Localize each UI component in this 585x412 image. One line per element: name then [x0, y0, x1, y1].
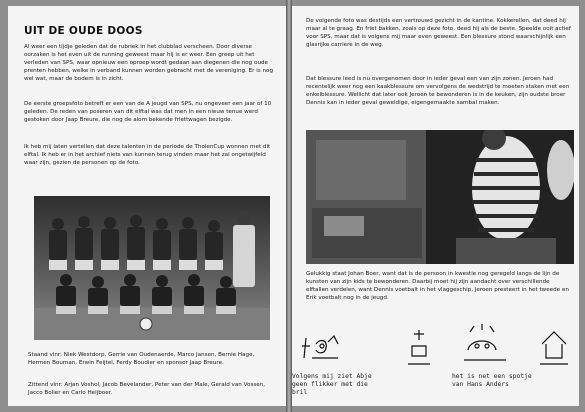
cartoon-far-right-drawing: [536, 324, 572, 368]
article-title: UIT DE OUDE DOOS: [24, 25, 143, 37]
kantine-paragraph: De volgende foto was destijds een vertrouwd gezicht in de kantine. Kokkerellen, dat deed hij maar al te graag. En friet bakken, zoals op deze foto, deed hij als de beste. Speelde ooit actief voor SPS, maar dat is volgens mij maar even geweest. Een blessure stond waarschijnlijk een glasrijke carriere in de weg.: [306, 18, 571, 48]
cartoon-caption-right-line-2: van Hans Anders: [452, 381, 509, 388]
cartoon-middle: [404, 326, 434, 368]
kitchen-photo: [306, 130, 574, 264]
tholencup-paragraph: Ik heb mij laten vertellen dat deze talenten in de periode de TholenCup wonnen met dit elftal. Ik heb er in het archief niets van kunnen terug vinden maar het zal ongetwijfeld waar zijn, gezien de personen op de foto.: [24, 144, 271, 166]
cartoon-caption-left-line-1: Volgens mij ziet Abje: [292, 373, 372, 380]
caption-standing: Staand vlnr: Niek Westdorp, Gerrie van Oudenaerde, Marco Jansen, Bernie Hage, Hermen Bouman, Erwin Feijtel, Ferdy Boudier en sponsor Jaap Breure.: [28, 352, 255, 366]
blessure-paragraph: Dat blessure leed is nu overgenomen door in ieder geval een van zijn zonen. Jeroen had recentelijk weer nog een kaakblessure om vervolgens de wedstrijd te moeten staken met een enkelblessure. Wellicht dat later ook Jeroen te bewonderen is in de keuken, zijn oudste broer Dennis kan in ieder geval geweldige, eigengemaakte sambal maken.: [306, 76, 570, 106]
cartoon-caption-left-line-3: bril: [292, 389, 308, 396]
cartoon-caption-left: [292, 373, 422, 397]
cartoon-caption-right-line-1: het is net een spotje: [452, 373, 532, 380]
cartoon-right-drawing: [460, 322, 520, 368]
team-photo-image: [34, 196, 270, 340]
team-photo: [34, 196, 270, 340]
right-page: [292, 6, 579, 406]
cartoon-middle-drawing: [404, 326, 434, 368]
cartoon-caption-left-line-2: geen flikker met die: [292, 381, 368, 388]
cartoon-right: [460, 322, 520, 368]
caption-sitting: Zittend vlnr: Arjan Voshol, Jacob Bevelander, Peter van der Male, Gerald van Vossen, Jacco Bolier en Carlo Heijboer.: [28, 382, 266, 396]
johan-boer-paragraph: Gelukkig staat Johan Boer, want dat is de persoon in kwestie nog geregeld langs de lijn de kunsten van zijn kids te bewonderen. Daarbij moet hij zijn aandacht over verschillende elftallen verdelen, want Dennis voetbalt in het vlaggeschip, Jeroen presteert in het tweede en Erik voetbalt nog in de jeugd.: [306, 271, 569, 301]
group-photo-paragraph: De eerste groepsfoto betreft er een van de A jeugd van SPS, nu ongeveer een jaar of 10 geleden. De reden van poseren van dit elftal was dat men in een nieuw tenue werd gestoken door Jaap Breure, die nog de alom bekende friettwagen bezigde.: [24, 101, 272, 123]
intro-paragraph: Al weer een tijdje geleden dat de rubriek in het clubblad verscheen. Door diverse oorzaken is het even uit de running geweest maar hij is er weer. Een greep uit het verleden van SPS, waar opnieuw een oproep wordt gedaan aan diegenen die nog oude prenten hebben, welke in verband kunnen worden gebracht met de vereniging. Er is nog wel wat, maar de bodem is in zicht.: [24, 44, 273, 82]
kitchen-photo-image: [306, 130, 574, 264]
left-page: [8, 6, 286, 406]
cartoon-caption-right: [452, 373, 572, 389]
cartoon-far-right: [536, 324, 572, 368]
